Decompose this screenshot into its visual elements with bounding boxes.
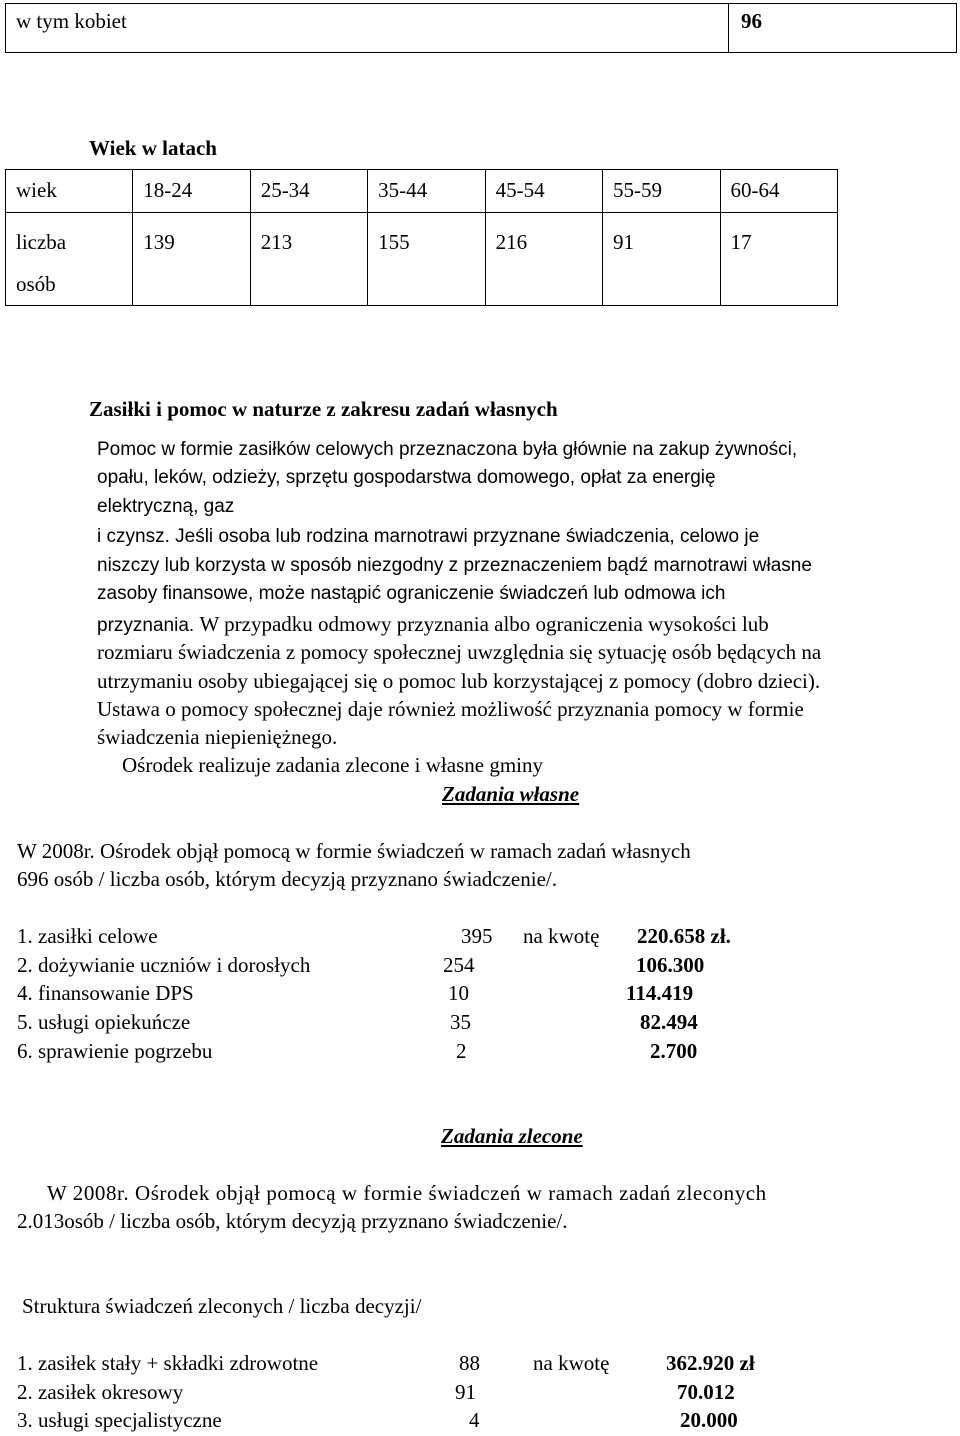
paragraph-line [97,526,759,548]
paragraph-line: Pomoc w formie zasiłków celowych przeznaczona była głównie na zakup żywności, [97,439,798,460]
paragraph-line: rozmiaru świadczenia z pomocy społecznej uwzględnia się sytuację osób będących na [97,640,822,664]
age-count: 17 [720,213,838,306]
age-count: 155 [368,213,485,306]
own-tasks-intro: W 2008r. Ośrodek objął pomocą w formie świadczeń w ramach zadań własnych [17,839,691,863]
age-range: 45-54 [485,170,602,213]
age-count: 216 [485,213,602,306]
list-item-count: 254 [443,953,475,977]
list-item-count: 2 [456,1039,467,1063]
list-item-label: 3. usługi specjalistyczne [17,1408,222,1432]
paragraph-fragment: W przypadku odmowy przyznania albo ograniczenia wysokości lub [199,612,769,636]
list-item-amount: 20.000 [680,1408,738,1432]
commissioned-tasks-heading: Zadania zlecone [441,1124,583,1148]
paragraph-line: świadczenia niepieniężnego. [97,725,338,749]
list-item-count: 10 [448,981,469,1005]
list-item-amount: 106.300 [636,953,705,977]
paragraph-line: Ośrodek realizuje zadania zlecone i własne gminy [122,753,543,777]
list-item-label: 2. zasiłek okresowy [17,1380,184,1404]
list-item-amount: 70.012 [677,1380,735,1404]
paragraph-fragment: Jeśli osoba lub rodzina marnotrawi przyznane świadczenia, celowo je [175,526,760,547]
list-item-count: 88 [459,1351,480,1375]
own-tasks-intro: 696 osób / liczba osób, którym decyzją przyznano świadczenie/. [17,867,557,891]
age-table [5,169,838,306]
list-item-count: 91 [455,1380,476,1404]
paragraph-line [97,612,769,637]
structure-title: Struktura świadczeń zleconych / liczba decyzji/ [22,1294,422,1318]
age-range: 60-64 [720,170,838,213]
paragraph-line: elektryczną, gaz [97,496,235,517]
list-item-label: 4. finansowanie DPS [17,981,194,1005]
table-row [6,170,838,213]
age-range: 25-34 [250,170,367,213]
age-count: 139 [133,213,250,306]
women-value: 96 [729,4,957,53]
list-item-label: 1. zasiłek stały + składki zdrowotne [17,1351,319,1375]
age-count: 91 [603,213,720,306]
count-label-line2: osób [16,272,56,296]
paragraph-line: niszczy lub korzysta w sposób niezgodny z przeznaczeniem bądź marnotrawi własne [97,555,812,576]
list-item-label: 2. dożywianie uczniów i dorosłych [17,953,311,977]
list-item-label: 5. usługi opiekuńcze [17,1010,191,1034]
list-item-count: 35 [450,1010,471,1034]
list-item-label: 1. zasiłki celowe [17,924,158,948]
list-item-label: 6. sprawienie pogrzebu [17,1039,213,1063]
age-range: 18-24 [133,170,250,213]
paragraph-fragment: i czynsz. [97,526,170,547]
commissioned-tasks-intro: W 2008r. Ośrodek objął pomocą w formie świadczeń w ramach zadań zleconych [47,1181,767,1205]
table-row [6,213,838,306]
age-count: 213 [250,213,367,306]
list-item-count: 4 [469,1408,480,1432]
table-row [6,4,957,53]
amount-label: na kwotę [533,1351,610,1375]
paragraph-line: opału, leków, odzieży, sprzętu gospodarstwa domowego, opłat za energię [97,467,716,488]
age-range: 35-44 [368,170,485,213]
paragraph-line: zasoby finansowe, może nastąpić ograniczenie świadczeń lub odmowa ich [97,583,726,604]
list-item-amount: 82.494 [640,1010,698,1034]
own-tasks-heading: Zadania własne [442,782,580,806]
women-label: w tym kobiet [6,4,729,53]
age-range: 55-59 [603,170,720,213]
list-item-amount: 2.700 [650,1039,698,1063]
age-header-label: wiek [6,170,133,213]
paragraph-line: Ustawa o pomocy społecznej daje również możliwość przyznania pomocy w formie [97,697,804,721]
age-heading: Wiek w latach [89,136,217,160]
list-item-count: 395 [461,924,493,948]
paragraph-line: utrzymaniu osoby ubiegającej się o pomoc lub korzystającej z pomocy (dobro dzieci). [97,669,821,693]
women-table [5,3,957,53]
count-label-line1: liczba [16,230,67,254]
paragraph-fragment: przyznania. [97,615,195,636]
amount-label: na kwotę [523,924,600,948]
list-item-amount: 362.920 zł [666,1351,755,1375]
count-label [6,213,133,306]
commissioned-tasks-intro: 2.013osób / liczba osób, którym decyzją przyznano świadczenie/. [17,1209,568,1233]
section-title: Zasiłki i pomoc w naturze z zakresu zadań własnych [89,397,558,421]
list-item-amount: 220.658 zł. [637,924,731,948]
list-item-amount: 114.419 [626,981,694,1005]
